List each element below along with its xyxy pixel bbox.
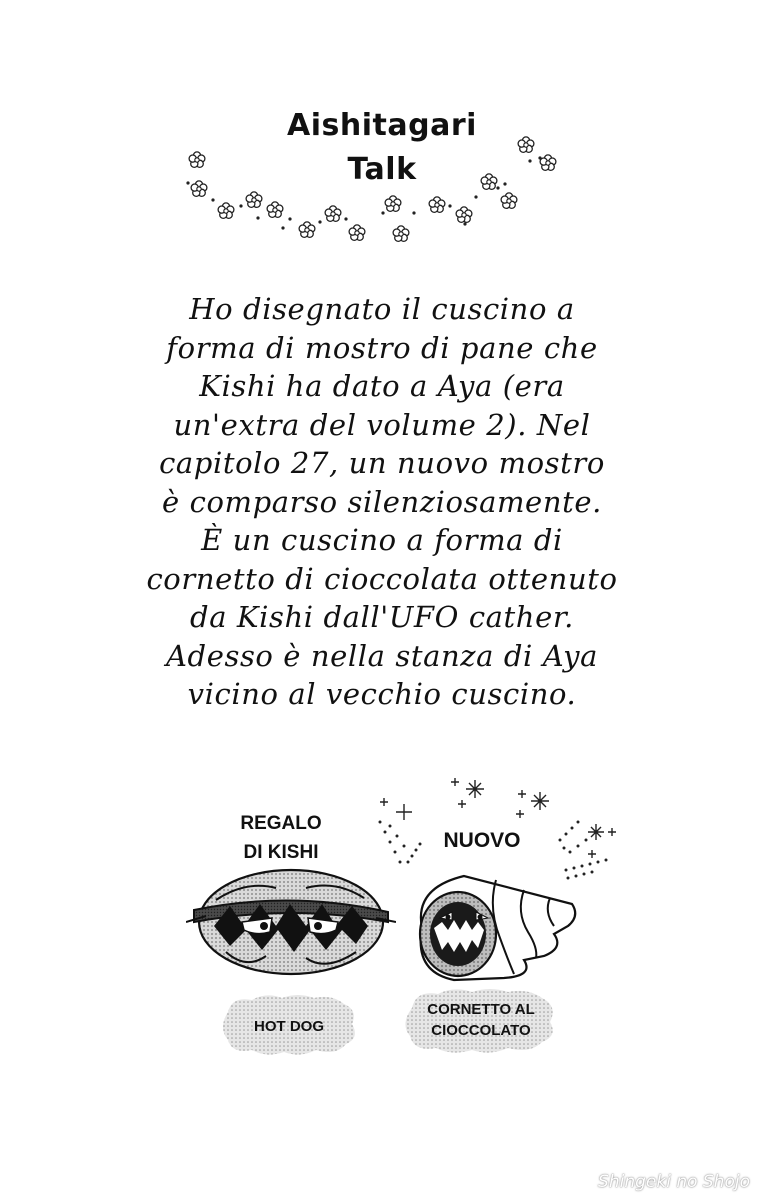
text-line: È un cuscino a forma di [201, 523, 563, 557]
gift-label-line: DI KISHI [243, 842, 319, 863]
page-subtitle: Talk [347, 152, 417, 187]
cornetto-cushion-illustration [404, 868, 584, 993]
cornetto-caption-line: CORNETTO AL [427, 1001, 535, 1018]
text-line: cornetto di cioccolata ottenuto [146, 561, 618, 596]
text-line: Adesso è nella stanza di Aya [166, 638, 598, 673]
text-line: da Kishi dall'UFO cather. [190, 600, 574, 634]
text-line: capitolo 27, un nuovo mostro [159, 446, 605, 480]
text-line: Ho disegnato il cuscino a [189, 292, 575, 326]
text-line: forma di mostro di pane che [166, 330, 598, 365]
cornetto-caption [402, 999, 560, 1041]
text-line: è comparso silenziosamente. [162, 484, 602, 519]
text-line: vicino al vecchio cuscino. [187, 677, 577, 711]
new-label: NUOVO [443, 829, 521, 852]
cornetto-caption-line: CIOCCOLATO [431, 1022, 531, 1039]
text-line: Kishi ha dato a Aya (era [199, 369, 565, 403]
body-paragraph [80, 290, 684, 714]
page-title: Aishitagari [287, 108, 477, 143]
watermark: Shingeki no Shojo [598, 1172, 750, 1192]
text-line: un'extra del volume 2). Nel [173, 407, 591, 442]
gift-label-line: REGALO [240, 813, 322, 834]
hot-dog-cushion-illustration [186, 860, 396, 985]
hot-dog-caption: HOT DOG [254, 1018, 324, 1035]
gift-label [226, 809, 336, 867]
